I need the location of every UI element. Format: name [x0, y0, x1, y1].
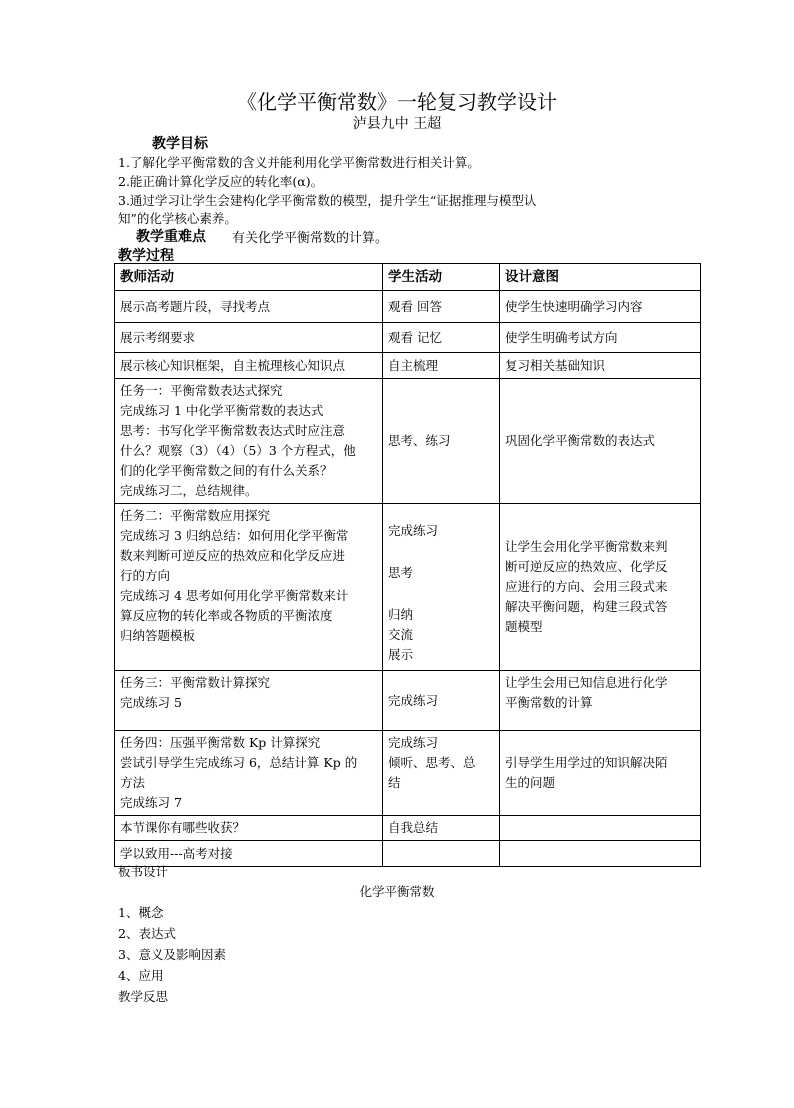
document-title: 《化学平衡常数》一轮复习教学设计: [237, 90, 557, 114]
intent-cell: 复习相关基础知识: [500, 353, 701, 379]
student-cell: 思考、练习: [383, 379, 500, 504]
intent-cell: 巩固化学平衡常数的表达式: [500, 379, 701, 504]
cell-line: 什么？观察（3）（4）（5）3 个方程式，他: [120, 443, 356, 458]
table-row: [115, 671, 701, 731]
cell-line: 引导学生用学过的知识解决陌: [505, 755, 668, 770]
teacher-cell: 展示高考题片段，寻找考点: [115, 291, 383, 323]
cell-line: 任务四：压强平衡常数 Kp 计算探究: [120, 735, 321, 750]
intent-cell: 使学生明确考试方向: [500, 323, 701, 353]
teaching-process-table: [114, 263, 701, 867]
goals-heading: 教学目标: [152, 136, 208, 152]
cell-line: 思考：书写化学平衡常数表达式时应注意: [120, 423, 346, 438]
intent-cell: 使学生快速明确学习内容: [500, 291, 701, 323]
cell-line: 行的方向: [120, 568, 171, 583]
cell-line: 展示: [388, 647, 414, 662]
teacher-cell: [115, 671, 383, 731]
cell-line: 平衡常数的计算: [505, 695, 593, 710]
cell-line: 任务三：平衡常数计算探究: [120, 675, 271, 690]
header-intent: 设计意图: [500, 264, 701, 291]
table-row: [115, 353, 701, 379]
key-points-heading: 教学重难点: [136, 229, 206, 245]
teacher-cell: 展示考纲要求: [115, 323, 383, 353]
table-row: [115, 323, 701, 353]
cell-line: 归纳答题模板: [120, 628, 196, 643]
goal-item: 2.能正确计算化学反应的转化率(α)。: [118, 174, 324, 189]
student-cell: 完成练习: [383, 671, 500, 731]
table-row: [115, 731, 701, 816]
cell-line: 解决平衡问题，构建三段式答: [505, 599, 668, 614]
cell-line: 任务一：平衡常数表达式探究: [120, 383, 283, 398]
cell-line: 思考: [388, 565, 414, 580]
cell-line: 归纳: [388, 607, 414, 622]
intent-cell: [500, 841, 701, 867]
board-item: 1、概念: [118, 905, 164, 920]
cell-line: 应进行的方向、会用三段式来: [505, 579, 668, 594]
goal-item: 知”的化学核心素养。: [118, 211, 237, 226]
table-row: [115, 379, 701, 504]
teacher-cell: 学以致用---高考对接: [115, 841, 383, 867]
intent-cell: [500, 671, 701, 731]
teacher-cell: 展示核心知识框架，自主梳理核心知识点: [115, 353, 383, 379]
teacher-cell: [115, 731, 383, 816]
teacher-cell: [115, 504, 383, 671]
cell-line: 方法: [120, 775, 146, 790]
goal-item: 3.通过学习让学生会建构化学平衡常数的模型，提升学生“证据推理与模型认: [118, 193, 537, 208]
cell-line: 算反应物的转化率或各物质的平衡浓度: [120, 608, 333, 623]
cell-line: 结: [388, 775, 401, 790]
intent-cell: [500, 731, 701, 816]
teacher-cell: [115, 379, 383, 504]
cell-line: 完成练习二，总结规律。: [120, 483, 258, 498]
student-cell: 自我总结: [383, 816, 500, 841]
key-points-text: 有关化学平衡常数的计算。: [232, 231, 389, 246]
author-line: 泸县九中 王超: [352, 116, 442, 132]
reflection-heading: 教学反思: [118, 989, 169, 1004]
header-student: 学生活动: [383, 264, 500, 291]
cell-line: 完成练习 4 思考如何用化学平衡常数来计: [120, 588, 349, 603]
student-cell: 观看 记忆: [383, 323, 500, 353]
header-teacher: 教师活动: [115, 264, 383, 291]
student-cell: [383, 731, 500, 816]
cell-line: 尝试引导学生完成练习 6，总结计算 Kp 的: [120, 755, 358, 770]
cell-line: 倾听、思考、总: [388, 755, 476, 770]
cell-line: 完成练习 1 中化学平衡常数的表达式: [120, 403, 324, 418]
process-heading: 教学过程: [118, 248, 174, 264]
cell-line: 完成练习 7: [120, 795, 182, 810]
cell-line: 交流: [388, 627, 414, 642]
board-heading: 板书设计: [118, 864, 169, 879]
table-row: [115, 816, 701, 841]
cell-line: 生的问题: [505, 775, 556, 790]
goal-item: 1.了解化学平衡常数的含义并能利用化学平衡常数进行相关计算。: [118, 155, 480, 170]
intent-cell: [500, 504, 701, 671]
cell-line: 们的化学平衡常数之间的有什么关系？: [120, 463, 333, 478]
intent-cell: [500, 816, 701, 841]
student-cell: [383, 841, 500, 867]
student-cell: 自主梳理: [383, 353, 500, 379]
cell-line: 题模型: [505, 619, 543, 634]
cell-line: 数来判断可逆反应的热效应和化学反应进: [120, 548, 346, 563]
board-item: 3、意义及影响因素: [118, 947, 226, 962]
cell-line: 完成练习 5: [120, 695, 182, 710]
table-row: [115, 291, 701, 323]
student-cell: 观看 回答: [383, 291, 500, 323]
board-item: 2、表达式: [118, 926, 176, 941]
cell-line: 完成练习: [388, 735, 439, 750]
cell-line: 任务二：平衡常数应用探究: [120, 508, 271, 523]
cell-line: 让学生会用化学平衡常数来判: [505, 539, 668, 554]
table-header-row: [115, 264, 701, 291]
student-cell: [383, 504, 500, 671]
cell-line: 断可逆反应的热效应、化学反: [505, 559, 668, 574]
cell-line: 让学生会用已知信息进行化学: [505, 675, 668, 690]
board-item: 4、应用: [118, 968, 164, 983]
teacher-cell: 本节课你有哪些收获？: [115, 816, 383, 841]
board-title: 化学平衡常数: [359, 884, 435, 899]
cell-line: 完成练习 3 归纳总结：如何用化学平衡常: [120, 528, 349, 543]
table-row: [115, 504, 701, 671]
cell-line: 完成练习: [388, 523, 439, 538]
table-row: [115, 841, 701, 867]
